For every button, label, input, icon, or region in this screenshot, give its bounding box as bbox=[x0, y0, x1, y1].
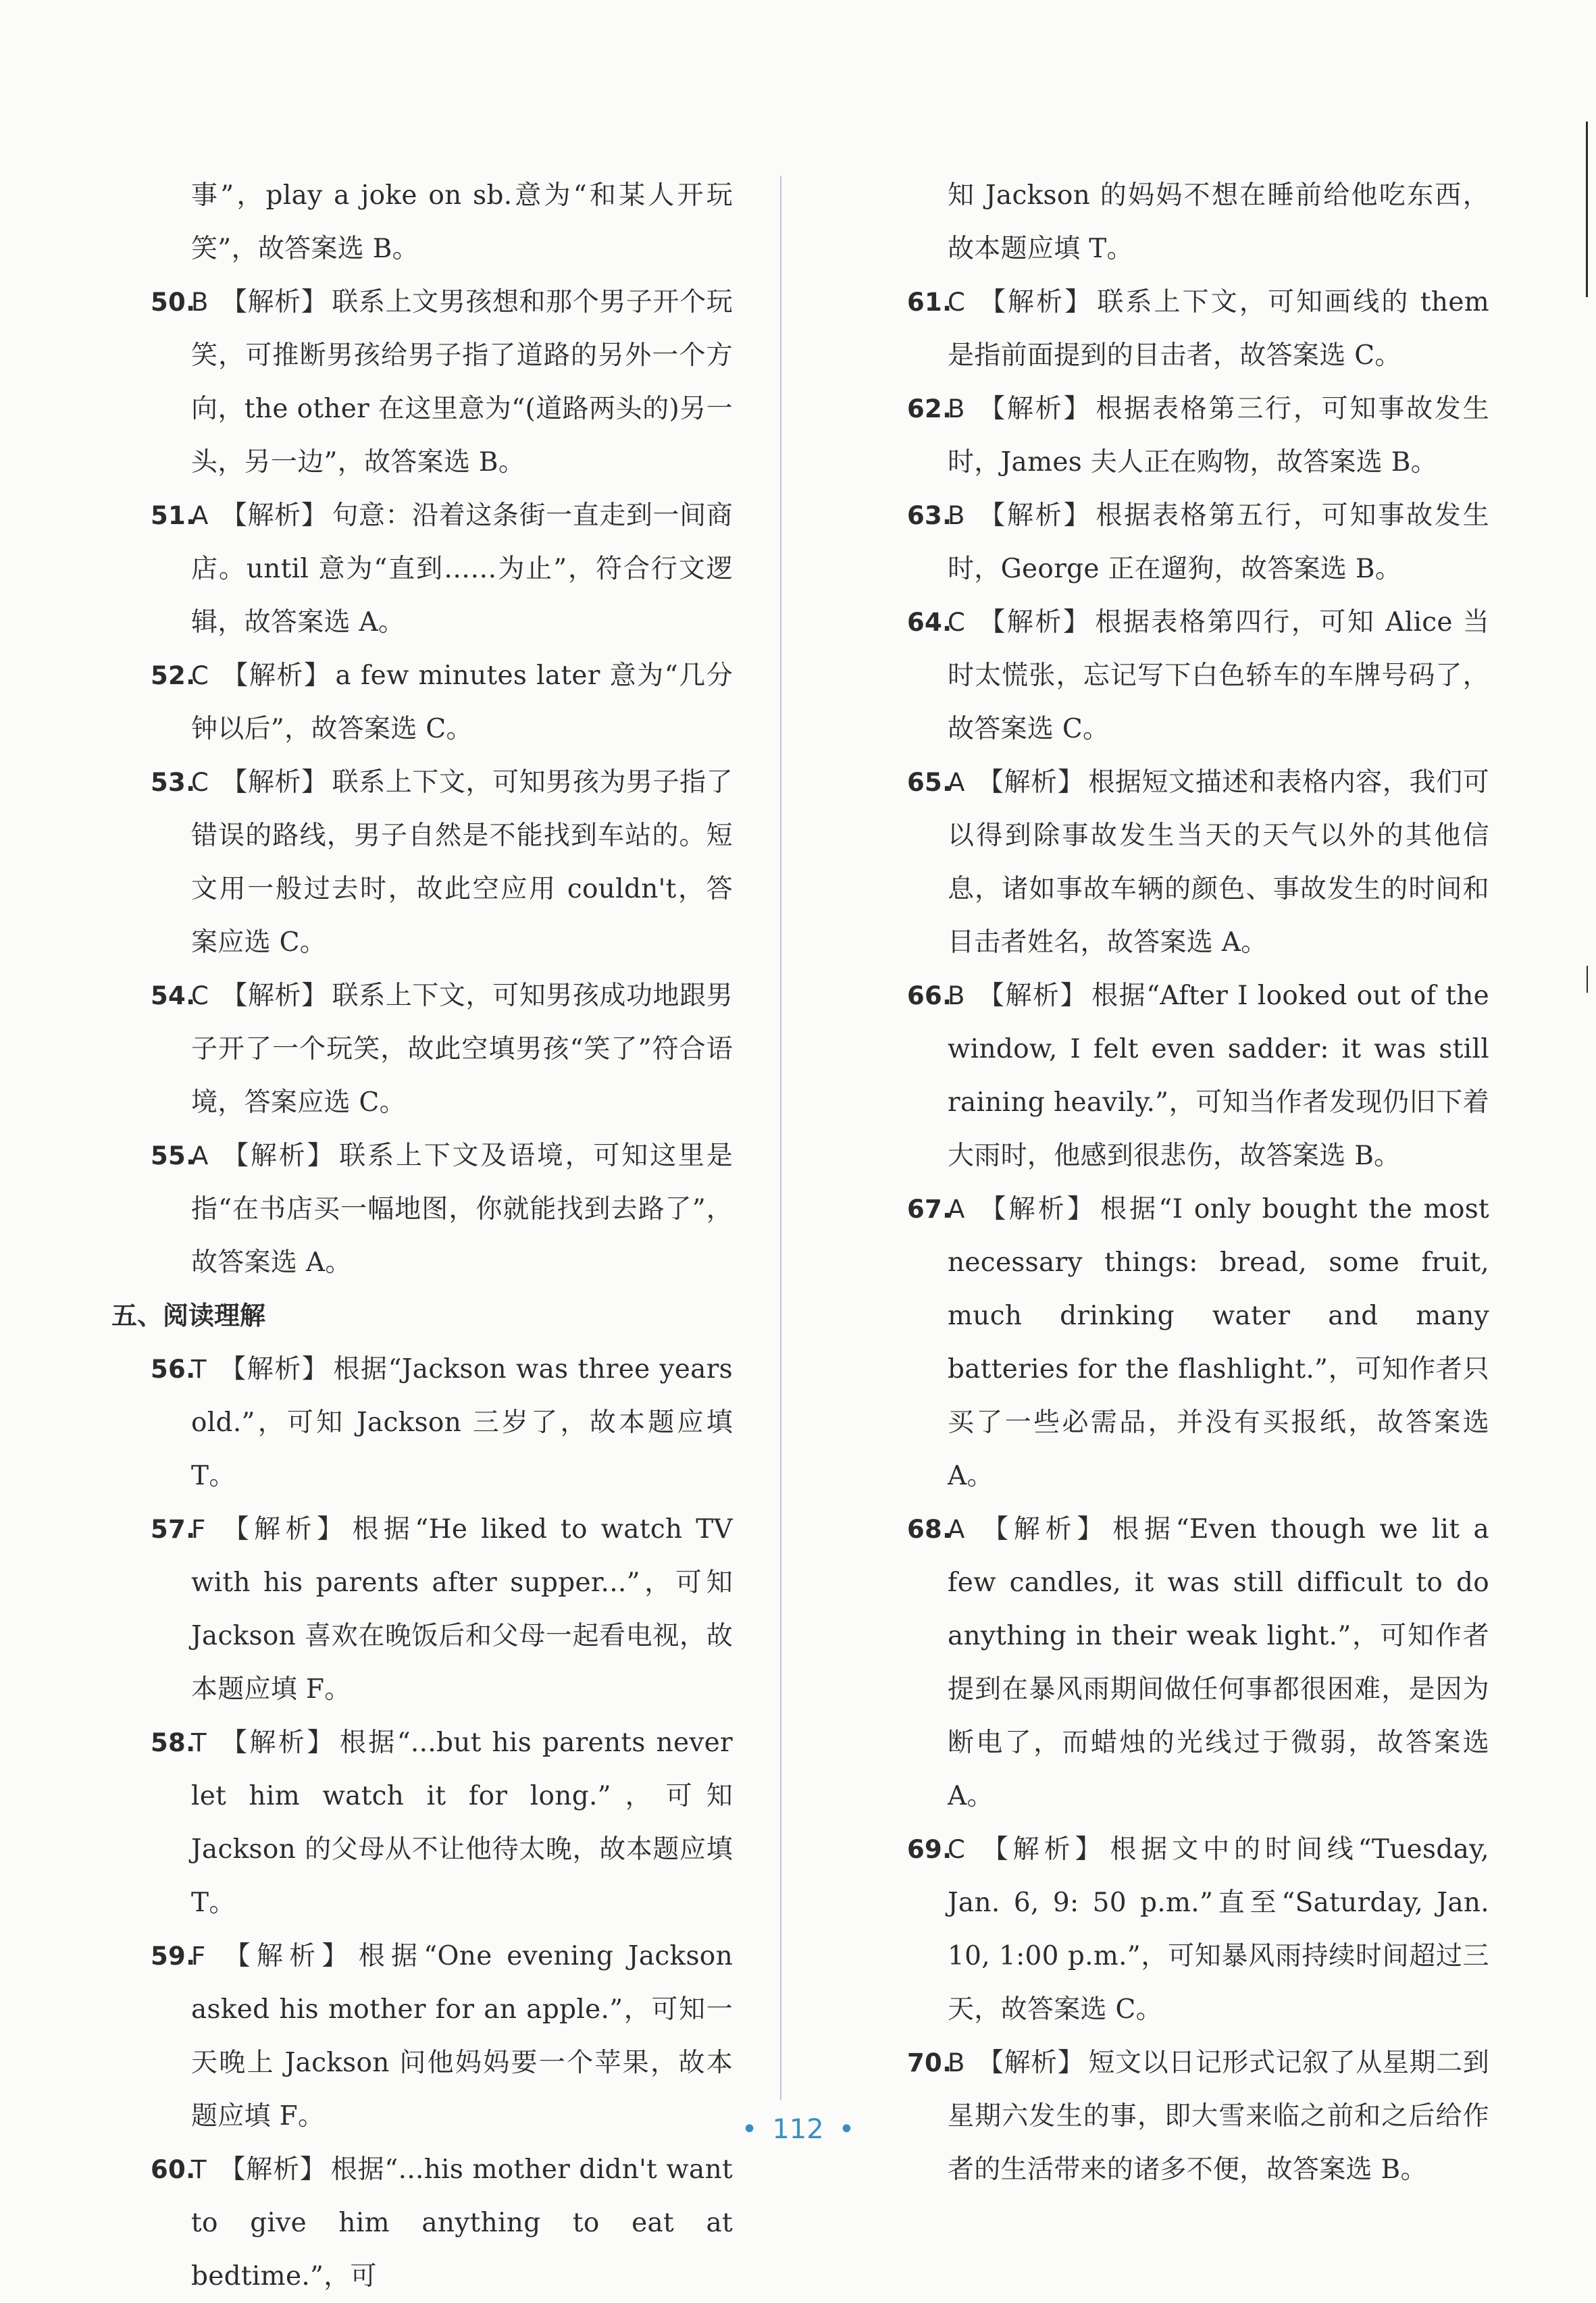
item-explanation: 根据文中的时间线“Tuesday, Jan. 6, 9: 50 p.m.”直至“Saturday, Jan. 10, 1:00 p.m.”，可知暴风雨持续时间超过三天，故答案选 C。 bbox=[948, 1834, 1489, 2025]
item-number: 56. bbox=[151, 1355, 196, 1384]
left-column bbox=[111, 169, 733, 2303]
item-analysis-tag: 【解析】 bbox=[220, 287, 328, 317]
item-number: 70. bbox=[907, 2048, 952, 2077]
item-analysis-tag: 【解析】 bbox=[977, 1194, 1097, 1224]
column-divider bbox=[780, 176, 781, 2100]
item-number: 67. bbox=[907, 1195, 952, 1224]
item-answer: B bbox=[948, 2048, 965, 2077]
answer-item bbox=[868, 276, 1489, 382]
item-analysis-tag: 【解析】 bbox=[977, 2048, 1085, 2078]
item-number: 55. bbox=[151, 1141, 196, 1170]
item-explanation: 联系上文男孩想和那个男子开个玩笑，可推断男孩给男子指了道路的另外一个方向，the other 在这里意为“(道路两头的)另一头，另一边”，故答案选 B。 bbox=[191, 287, 733, 477]
item-answer: C bbox=[948, 1835, 966, 1864]
item-explanation: 根据“Jackson was three years old.”，可知 Jackson 三岁了，故本题应填 T。 bbox=[191, 1354, 733, 1491]
item-number: 64. bbox=[907, 608, 952, 637]
item-explanation: 句意：沿着这条街一直走到一间商店。until 意为“直到……为止”，符合行文逻辑，故答案选 A。 bbox=[191, 500, 733, 638]
left-items-group-b bbox=[111, 1343, 733, 2303]
item-answer: A bbox=[948, 768, 965, 797]
item-explanation: 根据表格第四行，可知 Alice 当时太慌张，忘记写下白色轿车的车牌号码了，故答案选 C。 bbox=[948, 607, 1490, 744]
answer-item bbox=[111, 2143, 733, 2303]
item-analysis-tag: 【解析】 bbox=[218, 1728, 336, 1758]
item-analysis-tag: 【解析】 bbox=[221, 981, 328, 1011]
item-explanation: 联系上下文，可知男孩为男子指了错误的路线，男子自然是不能找到车站的。短文用一般过去时，故此空应用 couldn't，答案应选 C。 bbox=[191, 767, 733, 958]
item-analysis-tag: 【解析】 bbox=[218, 1354, 330, 1385]
item-answer: B bbox=[948, 501, 965, 530]
item-analysis-tag: 【解析】 bbox=[218, 2154, 327, 2185]
item-analysis-tag: 【解析】 bbox=[977, 981, 1088, 1011]
answer-item bbox=[868, 969, 1489, 1183]
item-explanation: 根据“One evening Jackson asked his mother for an apple.”，可知一天晚上 Jackson 问他妈妈要一个苹果，故本题应填 F。 bbox=[191, 1941, 733, 2131]
item-analysis-tag: 【解析】 bbox=[221, 767, 328, 798]
item-answer: C bbox=[948, 608, 966, 637]
item-answer: A bbox=[191, 1141, 209, 1170]
item-analysis-tag: 【解析】 bbox=[977, 287, 1093, 317]
item-number: 53. bbox=[151, 768, 196, 797]
item-answer: C bbox=[948, 288, 966, 317]
item-answer: C bbox=[191, 981, 209, 1010]
item-number: 51. bbox=[151, 501, 196, 530]
item-number: 63. bbox=[907, 501, 952, 530]
page-number-value: 112 bbox=[772, 2114, 824, 2145]
right-column bbox=[868, 169, 1489, 2196]
right-continuation-text: 知 Jackson 的妈妈不想在睡前给他吃东西，故本题应填 T。 bbox=[948, 180, 1489, 264]
item-explanation: 根据短文描述和表格内容，我们可以得到除事故发生当天的天气以外的其他信息，诸如事故车辆的颜色、事故发生的时间和目击者姓名，故答案选 A。 bbox=[948, 767, 1489, 958]
answer-item bbox=[111, 1503, 733, 1716]
item-analysis-tag: 【解析】 bbox=[220, 500, 328, 531]
answer-item bbox=[111, 1129, 733, 1289]
item-answer: A bbox=[191, 501, 209, 530]
item-explanation: a few minutes later 意为“几分钟以后”，故答案选 C。 bbox=[191, 661, 733, 744]
item-number: 52. bbox=[151, 661, 196, 690]
item-explanation: 根据“After I looked out of the window, I felt even sadder: it was still raining heavily.”，可知当作者发现仍旧下着大雨时，他感到很悲伤，故答案选 B。 bbox=[948, 981, 1490, 1171]
item-analysis-tag: 【解析】 bbox=[977, 500, 1092, 531]
item-number: 65. bbox=[907, 768, 952, 797]
item-answer: B bbox=[948, 981, 965, 1010]
item-number: 58. bbox=[151, 1728, 196, 1757]
item-number: 68. bbox=[907, 1515, 952, 1544]
item-analysis-tag: 【解析】 bbox=[217, 1941, 355, 1971]
answer-item bbox=[111, 1716, 733, 1930]
item-analysis-tag: 【解析】 bbox=[221, 661, 332, 691]
item-answer: F bbox=[191, 1942, 206, 1971]
answer-item bbox=[111, 649, 733, 756]
item-number: 50. bbox=[151, 288, 196, 317]
section-title: 五、阅读理解 bbox=[111, 1301, 266, 1330]
item-answer: B bbox=[948, 394, 965, 423]
item-number: 62. bbox=[907, 394, 952, 423]
item-explanation: 根据表格第五行，可知事故发生时，George 正在遛狗，故答案选 B。 bbox=[948, 500, 1490, 584]
item-explanation: 根据表格第三行，可知事故发生时，James 夫人正在购物，故答案选 B。 bbox=[948, 394, 1490, 477]
item-answer: A bbox=[948, 1195, 965, 1224]
item-number: 57. bbox=[151, 1515, 196, 1544]
item-answer: F bbox=[191, 1515, 206, 1544]
item-answer: T bbox=[191, 1728, 207, 1757]
answer-item bbox=[868, 756, 1489, 969]
item-number: 66. bbox=[907, 981, 952, 1010]
item-number: 61. bbox=[907, 288, 952, 317]
item-analysis-tag: 【解析】 bbox=[977, 767, 1085, 798]
item-answer: A bbox=[948, 1515, 965, 1544]
answer-item bbox=[868, 382, 1489, 489]
item-answer: B bbox=[191, 288, 209, 317]
answer-item bbox=[111, 1343, 733, 1503]
item-number: 69. bbox=[907, 1835, 952, 1864]
item-explanation: 联系上下文，可知画线的 them 是指前面提到的目击者，故答案选 C。 bbox=[948, 287, 1489, 371]
item-answer: T bbox=[191, 1355, 207, 1384]
scan-edge-mark bbox=[1587, 966, 1588, 993]
item-answer: C bbox=[191, 661, 209, 690]
answer-item bbox=[868, 489, 1489, 596]
item-analysis-tag: 【解析】 bbox=[977, 607, 1091, 638]
answer-item bbox=[868, 596, 1489, 756]
item-number: 60. bbox=[151, 2155, 196, 2184]
page-number-dot: • bbox=[838, 2114, 855, 2145]
answer-item bbox=[111, 969, 733, 1129]
item-answer: C bbox=[191, 768, 209, 797]
item-explanation: 根据“...his mother didn't want to give him anything to eat at bedtime.”，可 bbox=[191, 2154, 733, 2292]
item-explanation: 短文以日记形式记叙了从星期二到星期六发生的事，即大雪来临之前和之后给作者的生活带来的诸多不便，故答案选 B。 bbox=[948, 2048, 1489, 2185]
page-number-dot: • bbox=[741, 2114, 758, 2145]
item-number: 54. bbox=[151, 981, 196, 1010]
answer-item bbox=[868, 1183, 1489, 1503]
answer-item bbox=[111, 489, 733, 649]
item-analysis-tag: 【解析】 bbox=[977, 1514, 1109, 1545]
item-explanation: 根据“...but his parents never let him watch it for long.”，可知 Jackson 的父母从不让他待太晚，故本题应填 T。 bbox=[191, 1728, 733, 1918]
item-explanation: 根据“Even though we lit a few candles, it was still difficult to do anything in their weak light.”，可知作者提到在暴风雨期间做任何事都很困难，是因为断电了，而蜡烛的光线过于微弱，故答案选 A。 bbox=[948, 1514, 1490, 1811]
item-explanation: 联系上下文及语境，可知这里是指“在书店买一幅地图，你就能找到去路了”，故答案选 A。 bbox=[191, 1141, 733, 1278]
item-number: 59. bbox=[151, 1942, 196, 1971]
item-explanation: 联系上下文，可知男孩成功地跟男子开了一个玩笑，故此空填男孩“笑了”符合语境，答案应选 C。 bbox=[191, 981, 733, 1118]
item-explanation: 根据“I only bought the most necessary things: bread, some fruit, much drinking water and many batteries for the flashlight.”，可知作者只买了一些必需品，并没有买报纸，故答案选 A。 bbox=[948, 1194, 1490, 1491]
answer-item bbox=[111, 276, 733, 489]
item-analysis-tag: 【解析】 bbox=[217, 1514, 349, 1545]
answer-item bbox=[111, 756, 733, 969]
answer-item bbox=[111, 1930, 733, 2143]
item-analysis-tag: 【解析】 bbox=[977, 394, 1092, 424]
left-items-group-a bbox=[111, 276, 733, 1289]
answer-item bbox=[868, 1503, 1489, 1823]
item-answer: T bbox=[191, 2155, 207, 2184]
answer-item bbox=[868, 1823, 1489, 2036]
item-analysis-tag: 【解析】 bbox=[977, 1834, 1106, 1865]
item-explanation: 根据“He liked to watch TV with his parents after supper...”，可知Jackson 喜欢在晚饭后和父母一起看电视，故本题应填 F。 bbox=[191, 1514, 733, 1705]
right-items-group bbox=[868, 276, 1489, 2196]
page-number bbox=[0, 2114, 1596, 2145]
scan-edge-mark bbox=[1586, 122, 1588, 297]
item-analysis-tag: 【解析】 bbox=[220, 1141, 336, 1171]
left-continuation-text: 事”，play a joke on sb.意为“和某人开玩笑”，故答案选 B。 bbox=[191, 180, 733, 264]
